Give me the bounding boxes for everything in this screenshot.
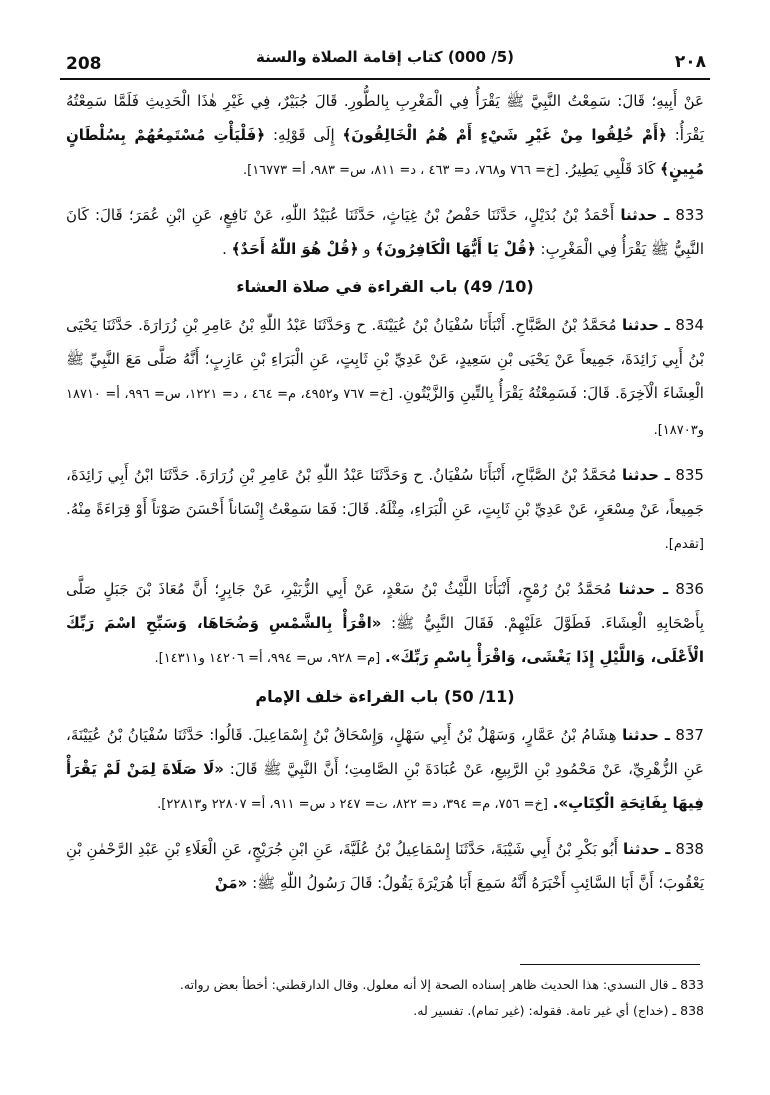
hadith-lead: ـ حدثنا	[620, 206, 670, 224]
hadith-838: 838 ـ حدثنا أَبُو بَكْرِ بْنُ أَبِي شَيْبَةَ، حَدَّثَنَا إِسْمَاعِيلُ بْنُ عُلَيَّةَ، عَنِ ابْنِ جُرَيْجٍ، عَنِ الْعَلَاءِ بْنِ عَبْدِ الرَّحْمٰنِ بْنِ يَعْقُوبَ؛ أَنَّ أَبَا السَّائِبِ أَخْبَرَهُ أَنَّهُ سَمِعَ أَبَا هُرَيْرَةَ يَقُولُ: قَالَ رَسُولُ اللّٰهِ ﷺ: «مَنْ	[66, 840, 704, 892]
quran-verse: ﴿أَمْ خُلِقُوا مِنْ غَيْرِ شَيْءٍ أَمْ هُمُ الْخَالِقُونَ﴾	[342, 126, 667, 144]
hadith-836: 836 ـ حدثنا مُحَمَّدُ بْنُ رُمْحٍ، أَنْبَأَنَا اللَّيْثُ بْنُ سَعْدٍ، عَنْ أَبِي الزُّبَيْرِ، عَنْ جَابِرٍ؛ أَنَّ مُعَاذَ بْنَ جَبَلٍ صَلَّى بِأَصْحَابِهِ الْعِشَاءَ. فَطَوَّلَ عَلَيْهِمْ. فَقَالَ النَّبِيُّ ﷺ: «اقْرَأْ بِالشَّمْسِ وَضُحَاهَا، وَسَبِّحِ اسْمَ رَبِّكَ الْأَعْلَى، وَاللَّيْلِ إِذَا يَغْشَى، وَاقْرَأْ بِاسْمِ رَبِّكَ». [م= ٩٢٨، س= ٩٩٤، أ= ١٤٢٠٦ و١٤٣١١].	[66, 580, 704, 666]
quran-verse: ﴿فَلْيَأْتِ مُسْتَمِعُهُمْ بِسُلْطَانٍ مُبِينٍ﴾	[66, 126, 704, 178]
running-title: (5/ 000) كتاب إقامة الصلاة والسنة	[256, 48, 514, 66]
footnotes	[66, 972, 704, 1024]
main-text	[66, 84, 704, 900]
header-rule	[60, 78, 710, 80]
hadith-number: 838	[675, 840, 704, 858]
hadith-lead: ـ حدثنا	[622, 726, 670, 744]
hadith-number: 834	[675, 316, 704, 334]
hadith-834: 834 ـ حدثنا مُحَمَّدُ بْنُ الصَّبَّاحِ. أَنْبَأَنَا سُفْيَانُ بْنُ عُيَيْنَةَ. ح وَحَدَّثَنَا عَبْدُ اللّٰهِ بْنُ عَامِرِ بْنِ زُرَارَةَ. حَدَّثَنَا يَحْيَى بْنُ أَبِي زَائِدَةَ، جَمِيعاً عَنْ يَحْيَى بْنِ سَعِيدٍ، عَنْ عَدِيِّ بْنِ ثَابِتٍ، عَنِ الْبَرَاءِ بْنِ عَازِبٍ؛ أَنَّهُ صَلَّى مَعَ النَّبِيِّ ﷺ الْعِشَاءَ الْآخِرَةَ. قَالَ: فَسَمِعْتُهُ يَقْرَأُ بِالتِّينِ وَالزَّيْتُونِ. [خ= ٧٦٧ و٤٩٥٢، م= ٤٦٤ ، د= ١٢٢١، س= ٩٩٦، أ= ١٨٧١٠ و١٨٧٠٣].	[66, 316, 704, 438]
prophetic-quote: «لَا صَلَاةَ لِمَنْ لَمْ يَقْرَأْ فِيهَا بِفَاتِحَةِ الْكِتَابِ».	[66, 760, 704, 812]
footnote-833: 833 ـ قال النسدي: هذا الحديث ظاهر إسناده الصحة إلا أنه معلول. وقال الدارقطني: أخطأ بعض رواته.	[179, 977, 704, 992]
footnote-rule	[520, 964, 700, 965]
hadith-number: 837	[675, 726, 704, 744]
hadith-837: 837 ـ حدثنا هِشَامُ بْنُ عَمَّارٍ، وَسَهْلُ بْنُ أَبِي سَهْلٍ، وَإِسْحَاقُ بْنُ إِسْمَاعِيلَ. قَالُوا: حَدَّثَنَا سُفْيَانُ بْنُ عُيَيْنَةَ، عَنِ الزُّهْرِيِّ، عَنْ مَحْمُودِ بْنِ الرَّبِيعِ، عَنْ عُبَادَةَ بْنِ الصَّامِتِ؛ أَنَّ النَّبِيَّ ﷺ قَالَ: «لَا صَلَاةَ لِمَنْ لَمْ يَقْرَأْ فِيهَا بِفَاتِحَةِ الْكِتَابِ». [خ= ٧٥٦، م= ٣٩٤، د= ٨٢٢، ت= ٢٤٧ د س= ٩١١، أ= ٢٢٨٠٧ و٢٢٨١٣].	[66, 726, 704, 812]
quran-verse: ﴿قُلْ يَا أَيُّهَا الْكَافِرُونَ﴾	[375, 240, 536, 258]
chapter-heading: (10/ 49) باب القراءة في صلاة العشاء	[236, 277, 534, 296]
footnote-838: 838 ـ (خداج) أي غير تامة. فقوله: (غير تمام). تفسير له.	[413, 1003, 704, 1018]
hadith-references: [خ= ٧٥٦، م= ٣٩٤، د= ٨٢٢، ت= ٢٤٧ د س= ٩١١، أ= ٢٢٨٠٧ و٢٢٨١٣].	[157, 797, 548, 812]
hadith-number: 836	[675, 580, 704, 598]
hadith-835: 835 ـ حدثنا مُحَمَّدُ بْنُ الصَّبَّاحِ، أَنْبَأَنَا سُفْيَانُ. ح وَحَدَّثَنَا عَبْدُ اللّٰهِ بْنُ عَامِرِ بْنِ زُرَارَةَ. حَدَّثَنَا ابْنُ أَبِي زَائِدَةَ، جَمِيعاً، عَنْ مِسْعَرٍ، عَنْ عَدِيِّ بْنِ ثَابِتٍ، عَنِ الْبَرَاءِ، مِثْلَهُ. قَالَ: فَمَا سَمِعْتُ إِنْسَاناً أَحْسَنَ صَوْتاً أَوْ قِرَاءَةً مِنْهُ. [تقدم].	[66, 466, 704, 552]
hadith-references: [تقدم].	[664, 537, 704, 552]
hadith-references: [م= ٩٢٨، س= ٩٩٤، أ= ١٤٢٠٦ و١٤٣١١].	[154, 651, 381, 666]
hadith-lead: ـ حدثنا	[622, 840, 671, 858]
hadith-number: 833	[675, 206, 704, 224]
hadith-lead: ـ حدثنا	[618, 580, 669, 598]
page-number-arabic: ٢٠٨	[674, 52, 706, 72]
hadith-references: [خ= ٧٦٦ و٧٦٨، د= ٤٦٣ ، د= ٨١١، س= ٩٨٣، أ= ١٦٧٧٣].	[242, 163, 560, 178]
hadith-references: [خ= ٧٦٧ و٤٩٥٢، م= ٤٦٤ ، د= ١٢٢١، س= ٩٩٦، أ= ١٨٧١٠ و١٨٧٠٣].	[66, 387, 704, 438]
quran-verse: ﴿قُلْ هُوَ اللّٰهُ أَحَدٌ﴾	[231, 240, 359, 258]
paragraph-continued: عَنْ أَبِيهِ؛ قَالَ: سَمِعْتُ النَّبِيَّ ﷺ يَقْرَأُ فِي الْمَغْرِبِ بِالطُّورِ. قَالَ جُبَيْرٌ، فِي غَيْرِ هٰذَا الْحَدِيثِ فَلَمَّا سَمِعْتُهُ يَقْرَأُ: ﴿أَمْ خُلِقُوا مِنْ غَيْرِ شَيْءٍ أَمْ هُمُ الْخَالِقُونَ﴾ إِلَى قَوْلِهِ: ﴿فَلْيَأْتِ مُسْتَمِعُهُمْ بِسُلْطَانٍ مُبِينٍ﴾ كَادَ قَلْبِي يَطِيرُ. [خ= ٧٦٦ و٧٦٨، د= ٤٦٣ ، د= ٨١١، س= ٩٨٣، أ= ١٦٧٧٣].	[66, 92, 704, 178]
chapter-heading: (11/ 50) باب القراءة خلف الإمام	[255, 687, 515, 706]
page-number-latin: 208	[66, 54, 102, 74]
prophetic-quote: «مَنْ	[214, 874, 248, 892]
hadith-lead: ـ حدثنا	[622, 466, 670, 484]
hadith-lead: ـ حدثنا	[622, 316, 670, 334]
page-header	[60, 44, 710, 80]
prophetic-quote: «اقْرَأْ بِالشَّمْسِ وَضُحَاهَا، وَسَبِّحِ اسْمَ رَبِّكَ الْأَعْلَى، وَاللَّيْلِ إِذَا يَغْشَى، وَاقْرَأْ بِاسْمِ رَبِّكَ».	[66, 614, 704, 666]
hadith-833: 833 ـ حدثنا أَحْمَدُ بْنُ بُدَيْلٍ، حَدَّثَنَا حَفْصُ بْنُ غِيَاثٍ، حَدَّثَنَا عُبَيْدُ اللّٰهِ، عَنْ نَافِعٍ، عَنِ ابْنِ عُمَرَ؛ قَالَ: كَانَ النَّبِيُّ ﷺ يَقْرَأُ فِي الْمَغْرِبِ: ﴿قُلْ يَا أَيُّهَا الْكَافِرُونَ﴾ و ﴿قُلْ هُوَ اللّٰهُ أَحَدٌ﴾ .	[66, 206, 704, 258]
hadith-number: 835	[675, 466, 704, 484]
